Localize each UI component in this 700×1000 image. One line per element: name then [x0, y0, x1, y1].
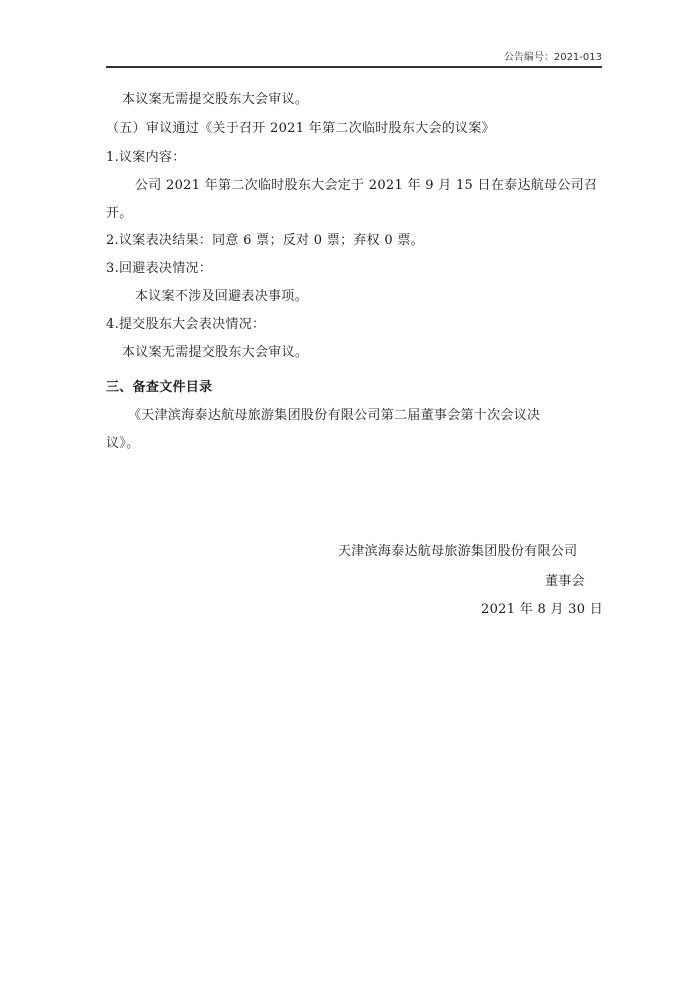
shareholder-vote-label: 4.提交股东大会表决情况： — [106, 317, 266, 332]
proposal-content-line-2: 开。 — [106, 206, 133, 221]
reference-document-line-1: 《天津滨海泰达航母旅游集团股份有限公司第二届董事会第十次会议决 — [128, 408, 541, 423]
proposal-content-line-1: 公司 2021 年第二次临时股东大会定于 2021 年 9 月 15 日在泰达航母公司召 — [135, 178, 598, 193]
signature-board: 董事会 — [545, 574, 585, 589]
paragraph-no-shareholder-review: 本议案无需提交股东大会审议。 — [122, 92, 309, 107]
section-3-heading: 三、备查文件目录 — [106, 380, 213, 395]
vote-result: 2.议案表决结果：同意 6 票；反对 0 票；弃权 0 票。 — [106, 233, 425, 248]
proposal-content-label: 1.议案内容： — [106, 150, 186, 165]
recusal-content: 本议案不涉及回避表决事项。 — [135, 289, 308, 304]
reference-document-line-2: 议》。 — [106, 436, 140, 451]
item-5-heading: （五）审议通过《关于召开 2021 年第二次临时股东大会的议案》 — [106, 121, 495, 136]
header-rule — [106, 66, 602, 68]
recusal-label: 3.回避表决情况： — [106, 261, 213, 276]
announcement-number: 公告编号：2021-013 — [503, 52, 602, 63]
signature-date: 2021 年 8 月 30 日 — [481, 602, 604, 617]
shareholder-vote-content: 本议案无需提交股东大会审议。 — [122, 345, 309, 360]
signature-company: 天津滨海泰达航母旅游集团股份有限公司 — [338, 544, 578, 559]
